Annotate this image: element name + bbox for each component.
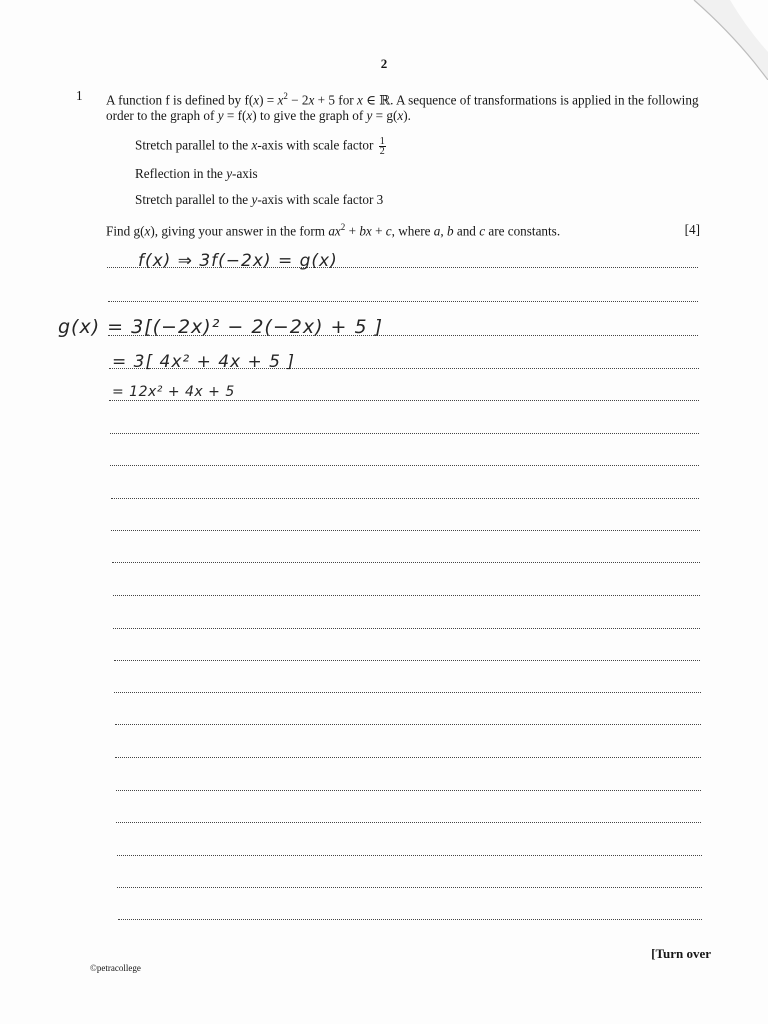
answer-rule <box>118 919 702 920</box>
marks-allocation: [4] <box>684 222 700 237</box>
answer-rule <box>117 887 701 888</box>
page-number: 2 <box>380 56 388 71</box>
answer-rule <box>110 465 699 466</box>
handwritten-answer-line-4: = 12x² + 4x + 5 <box>112 384 235 400</box>
answer-rule <box>114 660 701 661</box>
answer-rule <box>108 301 699 302</box>
answer-rule <box>116 822 701 823</box>
transformation-stretch-y: Stretch parallel to the y-axis with scale factor 3 <box>135 192 384 207</box>
answer-rule <box>110 433 699 434</box>
question-instruction: Find g(x), giving your answer in the form $ax^2$ + bx + c, where a, b and c are constants. [4] <box>106 222 700 239</box>
handwritten-answer-line-3: = 3[ 4x² + 4x + 5 ] <box>112 352 296 372</box>
answer-rule <box>117 855 702 856</box>
answer-rule <box>115 757 701 758</box>
question-number: 1 <box>76 88 83 103</box>
turn-over-instruction: [Turn over <box>651 946 711 961</box>
fraction-one-half: $\frac{1}{2}$ <box>379 136 385 157</box>
answer-rule <box>113 628 700 629</box>
question-stem: A function f is defined by $f(x) = x^2 - 2x + 5$ for x ∈ ℝ. A sequence of transformations is applied in the following order to the graph of y = f(x) to give the graph of y = g(x). <box>106 91 699 124</box>
answer-rule <box>109 400 699 401</box>
answer-rule <box>115 724 701 725</box>
answer-rule <box>114 692 700 693</box>
answer-rule <box>111 530 699 531</box>
transformation-reflection-y: Reflection in the y-axis <box>135 166 258 181</box>
handwritten-answer-line-1: f(x) ⇒ 3f(−2x) = g(x) <box>138 251 338 271</box>
answer-rule <box>116 790 701 791</box>
answer-rule <box>112 562 700 563</box>
copyright-notice: ©petracollege <box>90 963 141 973</box>
answer-rule <box>113 595 701 596</box>
answer-rule <box>111 498 700 499</box>
transformation-stretch-x: Stretch parallel to the x-axis with scale factor $\frac{1}{2}$ <box>135 136 385 157</box>
handwritten-answer-line-2: g(x) = 3[(−2x)² − 2(−2x) + 5 ] <box>58 316 384 338</box>
